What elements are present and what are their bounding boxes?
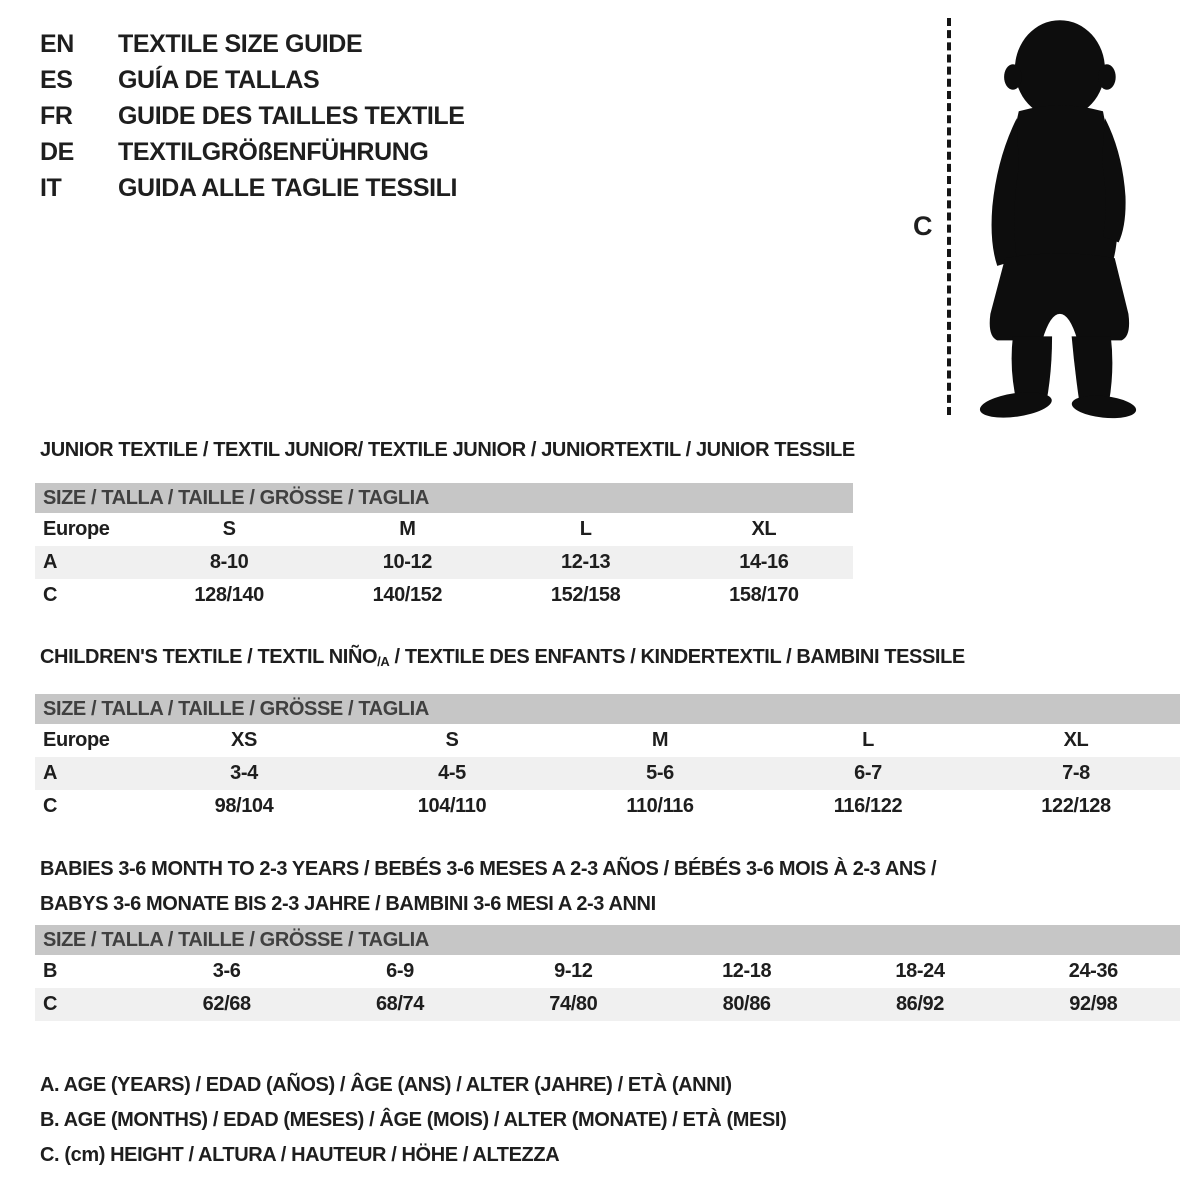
row-label: C [43, 584, 58, 606]
size-cell: 10-12 [382, 551, 432, 573]
row-label: C [43, 795, 58, 817]
table-row-europe [35, 513, 853, 546]
size-cell: 24-36 [1068, 960, 1118, 982]
size-cell: 86/92 [895, 993, 944, 1015]
section-junior-textile [35, 433, 853, 612]
size-cell: L [579, 518, 592, 540]
language-title: TEXTILE SIZE GUIDE [118, 29, 363, 58]
size-cell: 152/158 [550, 584, 621, 606]
section-heading [40, 852, 1180, 922]
height-measure-label: C [913, 211, 933, 241]
table-row-europe [35, 724, 1180, 757]
size-cell: 158/170 [729, 584, 799, 606]
language-code: ES [40, 65, 73, 94]
size-header-bar: SIZE / TALLA / TAILLE / GRÖSSE / TAGLIA [35, 925, 1180, 955]
size-cell: 92/98 [1069, 993, 1118, 1015]
size-cell: 12-18 [722, 960, 772, 982]
language-list [40, 26, 465, 206]
section-babies-textile [35, 852, 1180, 1021]
size-cell: 80/86 [722, 993, 771, 1015]
table-row-c [35, 988, 1180, 1021]
language-title: GUÍA DE TALLAS [118, 65, 320, 94]
size-cell: 18-24 [895, 960, 945, 982]
size-cell: 74/80 [549, 993, 598, 1015]
size-cell: M [651, 729, 669, 751]
row-label: Europe [43, 729, 110, 751]
language-code: IT [40, 173, 62, 202]
table-row-a [35, 757, 1180, 790]
table-row-c [35, 579, 853, 612]
heading-text: BABYS 3-6 MONATE BIS 2-3 JAHRE / BAMBINI 3-6 MESI A 2-3 ANNI [40, 893, 656, 915]
table-row-a [35, 546, 853, 579]
legend-line-age-years: A. AGE (YEARS) / EDAD (AÑOS) / ÂGE (ANS) / ALTER (JAHRE) / ETÀ (ANNI) [40, 1074, 732, 1096]
language-code: FR [40, 101, 73, 130]
language-row [40, 134, 465, 170]
size-cell: XL [1063, 729, 1089, 751]
size-cell: 4-5 [438, 762, 466, 784]
row-label: A [43, 551, 58, 573]
row-label: Europe [43, 518, 110, 540]
legend-line-height: C. (cm) HEIGHT / ALTURA / HAUTEUR / HÖHE / ALTEZZA [40, 1144, 560, 1166]
size-cell: 122/128 [1041, 795, 1111, 817]
language-row [40, 98, 465, 134]
size-cell: 140/152 [372, 584, 443, 606]
table-row-b [35, 955, 1180, 988]
size-cell: S [222, 518, 236, 540]
section-heading [40, 640, 1180, 679]
size-cell: 128/140 [194, 584, 264, 606]
section-heading [40, 433, 853, 468]
size-cell: S [445, 729, 459, 751]
baby-silhouette-icon [962, 12, 1148, 420]
size-cell: 6-7 [854, 762, 882, 784]
size-cell: 3-6 [212, 960, 241, 982]
size-cell: 116/122 [833, 795, 903, 817]
size-table [35, 724, 1180, 823]
size-cell: M [399, 518, 416, 540]
size-header-bar: SIZE / TALLA / TAILLE / GRÖSSE / TAGLIA [35, 694, 1180, 724]
language-row [40, 170, 465, 206]
heading-text: /A [377, 654, 390, 669]
size-cell: 8-10 [209, 551, 249, 573]
size-cell: 14-16 [739, 551, 789, 573]
size-cell: 68/74 [375, 993, 425, 1015]
legend [40, 1068, 786, 1173]
size-cell: 6-9 [386, 960, 414, 982]
size-cell: 110/116 [626, 795, 694, 817]
section-childrens-textile [35, 640, 1180, 823]
heading-text: CHILDREN'S TEXTILE / TEXTIL NIÑO [40, 646, 378, 668]
heading-text: / TEXTILE DES ENFANTS / KINDERTEXTIL / BAMBINI TESSILE [389, 646, 965, 668]
language-row [40, 26, 465, 62]
row-label: C [43, 993, 58, 1015]
row-label: A [43, 762, 58, 784]
size-cell: XS [231, 729, 257, 751]
language-code: EN [40, 29, 74, 58]
height-figure [905, 6, 1165, 424]
size-cell: XL [751, 518, 777, 540]
language-code: DE [40, 137, 74, 166]
language-title: TEXTILGRÖßENFÜHRUNG [118, 137, 429, 166]
size-cell: 62/68 [202, 993, 251, 1015]
language-row [40, 62, 465, 98]
language-title: GUIDE DES TAILLES TEXTILE [118, 101, 465, 130]
language-title: GUIDA ALLE TAGLIE TESSILI [118, 173, 458, 202]
size-cell: 98/104 [214, 795, 274, 817]
dashed-height-line [947, 18, 951, 415]
size-table [35, 955, 1180, 1021]
size-cell: 7-8 [1062, 762, 1090, 784]
size-cell: 12-13 [561, 551, 611, 573]
size-cell: 3-4 [230, 762, 258, 784]
table-row-c [35, 790, 1180, 823]
size-cell: 9-12 [554, 960, 593, 982]
size-cell: 5-6 [646, 762, 674, 784]
size-header-bar: SIZE / TALLA / TAILLE / GRÖSSE / TAGLIA [35, 483, 853, 513]
legend-line-age-months: B. AGE (MONTHS) / EDAD (MESES) / ÂGE (MOIS) / ALTER (MONATE) / ETÀ (MESI) [40, 1109, 787, 1131]
size-table [35, 513, 853, 612]
heading-text: JUNIOR TEXTILE / TEXTIL JUNIOR/ TEXTILE JUNIOR / JUNIORTEXTIL / JUNIOR TESSILE [40, 439, 855, 461]
size-cell: L [862, 729, 874, 751]
size-cell: 104/110 [417, 795, 487, 817]
heading-text: BABIES 3-6 MONTH TO 2-3 YEARS / BEBÉS 3-6 MESES A 2-3 AÑOS / BÉBÉS 3-6 MOIS À 2-3 ANS / [40, 858, 937, 880]
row-label: B [43, 960, 58, 982]
